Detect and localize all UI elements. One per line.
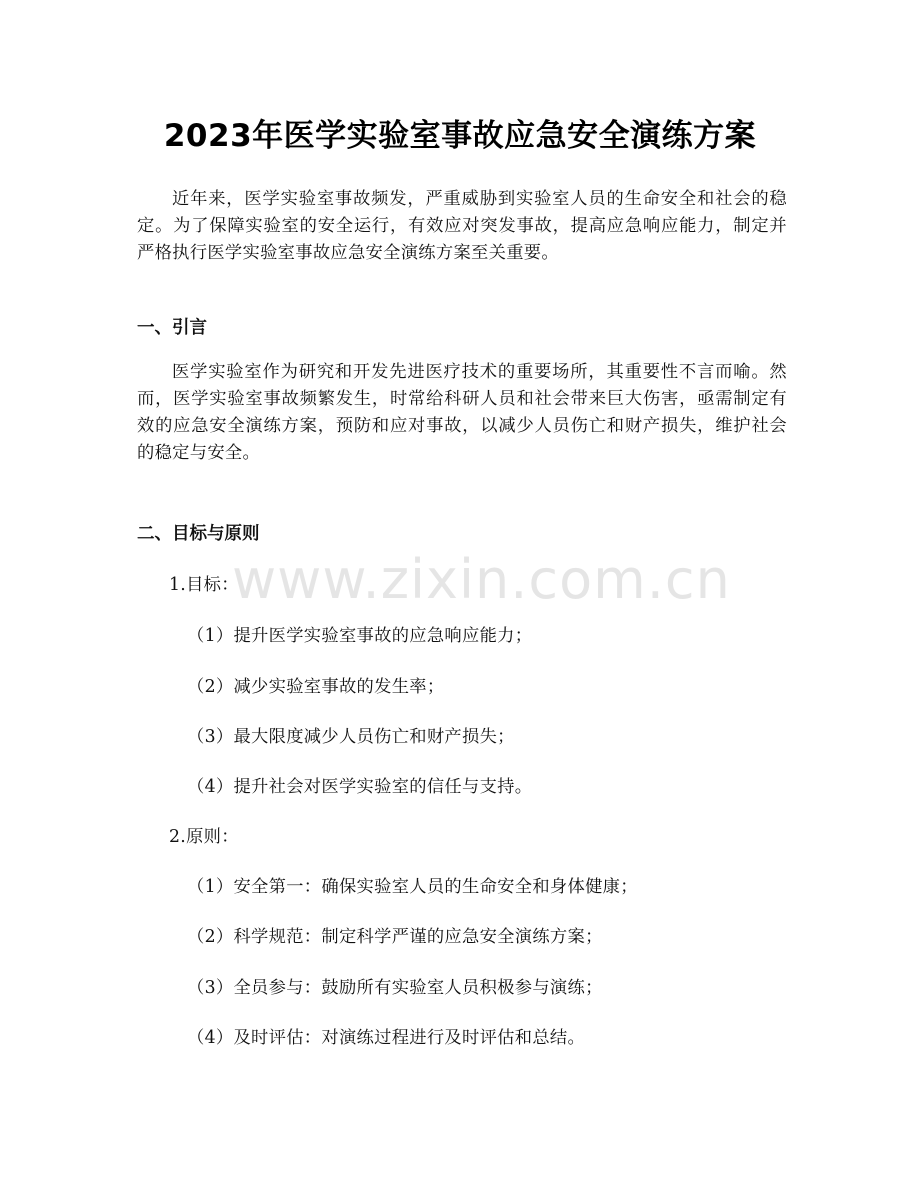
goal-item: （1）提升医学实验室事故的应急响应能力； (187, 626, 533, 646)
goal-item: （3）最大限度减少人员伤亡和财产损失； (187, 727, 515, 747)
goal-item: （4）提升社会对医学实验室的信任与支持。 (187, 777, 533, 797)
site-watermark: www.zixin.com.cn (232, 548, 731, 611)
goals-label: 1.目标： (169, 575, 239, 595)
introduction-paragraph: 医学实验室作为研究和开发先进医疗技术的重要场所，其重要性不言而喻。然而，医学实验室事故频繁发生，时常给科研人员和社会带来巨大伤害，亟需制定有效的应急安全演练方案，预防和应对事故，以减少人员伤亡和财产损失，维护社会的稳定与安全。 (137, 362, 787, 463)
principle-item: （1）安全第一：确保实验室人员的生命安全和身体健康； (187, 877, 638, 897)
section-heading-introduction: 一、引言 (137, 318, 207, 338)
goal-item: （2）减少实验室事故的发生率； (187, 677, 445, 697)
intro-paragraph: 近年来，医学实验室事故频发，严重威胁到实验室人员的生命安全和社会的稳定。为了保障实验室的安全运行，有效应对突发事故，提高应急响应能力，制定并严格执行医学实验室事故应急安全演练方案至关重要。 (137, 189, 787, 263)
principle-item: （2）科学规范：制定科学严谨的应急安全演练方案； (187, 927, 603, 947)
principle-item: （3）全员参与：鼓励所有实验室人员积极参与演练； (187, 978, 603, 998)
principle-item: （4）及时评估：对演练过程进行及时评估和总结。 (187, 1028, 586, 1048)
principles-label: 2.原则： (169, 827, 239, 847)
document-title: 2023年医学实验室事故应急安全演练方案 (163, 118, 757, 154)
section-heading-goals-principles: 二、目标与原则 (137, 524, 260, 544)
